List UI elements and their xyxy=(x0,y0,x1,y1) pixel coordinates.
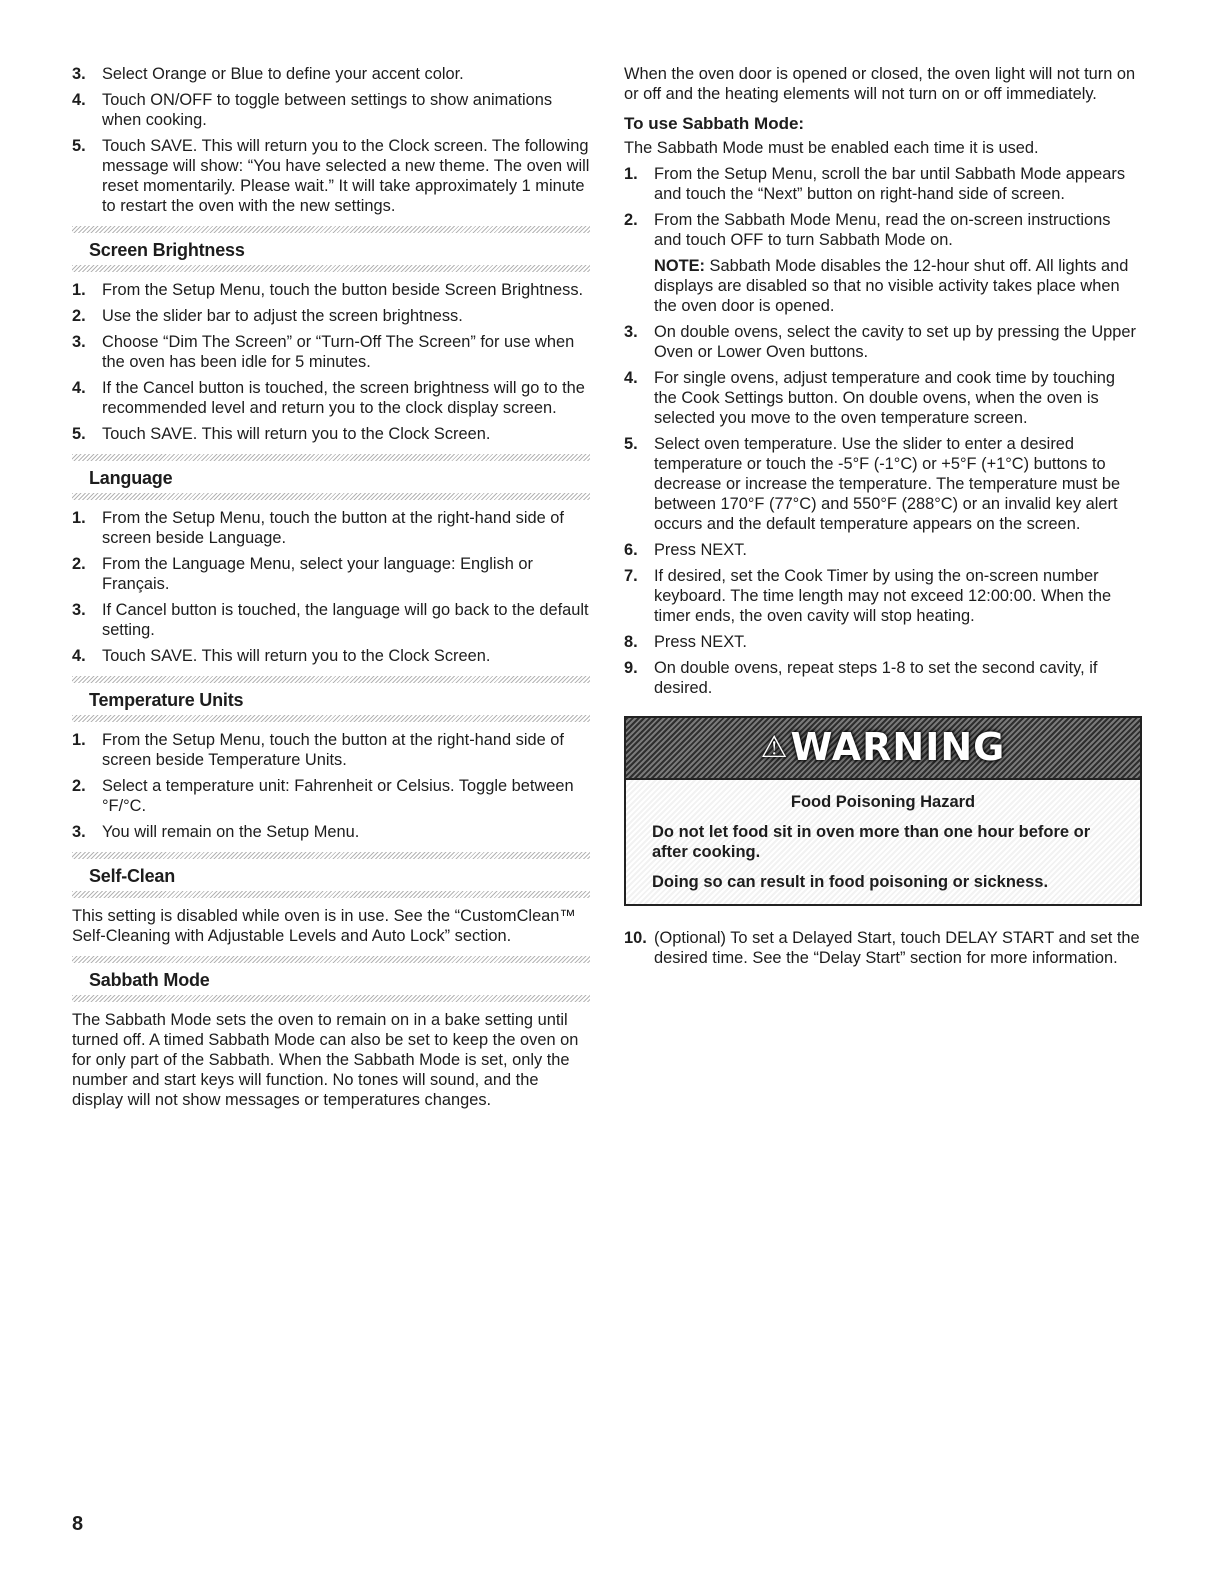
list-item xyxy=(624,928,1142,968)
page-number: 8 xyxy=(72,1513,84,1535)
left-column xyxy=(72,64,590,1116)
steps-list xyxy=(72,508,590,666)
sabbath-steps-list xyxy=(624,164,1142,698)
step-number: 7. xyxy=(624,567,638,585)
section-title: Language xyxy=(89,468,173,488)
section-body: This setting is disabled while oven is in use. See the “CustomClean™ Self-Cleaning with Adjustable Levels and Auto Lock” section. xyxy=(72,907,576,945)
list-item xyxy=(624,322,1142,362)
use-sabbath-heading: To use Sabbath Mode: xyxy=(624,114,805,133)
step-number: 2. xyxy=(72,777,86,795)
list-item xyxy=(72,508,590,548)
step-text: From the Setup Menu, touch the button at the right-hand side of screen beside Temperature Units. xyxy=(102,731,564,769)
list-item xyxy=(624,540,1142,560)
step-text: From the Language Menu, select your language: English or Français. xyxy=(102,555,533,593)
list-item xyxy=(72,332,590,372)
hatch-divider xyxy=(72,852,590,859)
list-item xyxy=(72,424,590,444)
step-number: 4. xyxy=(72,379,86,397)
step-text: Select Orange or Blue to define your accent color. xyxy=(102,65,464,83)
hatch-divider xyxy=(72,995,590,1002)
step-number: 3. xyxy=(72,65,86,83)
warning-body xyxy=(626,780,1140,904)
step-number: 1. xyxy=(72,731,86,749)
hatch-divider xyxy=(72,715,590,722)
right-column xyxy=(624,64,1142,974)
step-text: From the Setup Menu, touch the button at the right-hand side of screen beside Language. xyxy=(102,509,564,547)
hatch-divider xyxy=(72,226,590,233)
step-number: 2. xyxy=(72,307,86,325)
step-number: 1. xyxy=(624,165,638,183)
list-item xyxy=(72,280,590,300)
step-text: Select a temperature unit: Fahrenheit or Celsius. Toggle between °F/°C. xyxy=(102,777,574,815)
step-number: 4. xyxy=(72,647,86,665)
steps-list xyxy=(72,280,590,444)
step-number: 6. xyxy=(624,541,638,559)
section-header xyxy=(72,852,590,898)
use-sabbath-intro: The Sabbath Mode must be enabled each time it is used. xyxy=(624,139,1039,157)
step-text: You will remain on the Setup Menu. xyxy=(102,823,360,841)
section-body: The Sabbath Mode sets the oven to remain on in a bake setting until turned off. A timed Sabbath Mode can also be set to keep the oven on for only part of the Sabbath. When the Sabbath Mode is set, only the number and start keys will function. No tones will sound, and the display will not show messages or temperatures changes. xyxy=(72,1011,579,1109)
step-text: Touch SAVE. This will return you to the Clock screen. The following message will show: “You have selected a new theme. The oven will reset momentarily. Please wait.” It will take approximately 1 minute to restart the oven with the new settings. xyxy=(102,137,590,215)
step-text: From the Sabbath Mode Menu, read the on-screen instructions and touch OFF to turn Sabbath Mode on. xyxy=(654,211,1111,249)
note-paragraph xyxy=(654,256,1142,316)
screen-brightness-section xyxy=(72,226,590,444)
hatch-divider xyxy=(72,454,590,461)
step-number: 5. xyxy=(72,425,86,443)
section-header xyxy=(72,454,590,500)
list-item xyxy=(72,554,590,594)
step-number: 3. xyxy=(72,601,86,619)
step-text: Press NEXT. xyxy=(654,541,747,559)
hatch-divider xyxy=(72,265,590,272)
step-text: For single ovens, adjust temperature and cook time by touching the Cook Settings button. On double ovens, when the oven is selected you move to the oven temperature screen. xyxy=(654,369,1116,427)
step-text: Select oven temperature. Use the slider to enter a desired temperature or touch the -5°F (-1°C) or +5°F (+1°C) buttons to decrease or increase the temperature. The temperature must be between 170°F (77°C) and 550°F (288°C) or an invalid key alert occurs and the default temperature appears on the screen. xyxy=(654,435,1121,533)
sabbath-mode-section xyxy=(72,956,590,1110)
section-header xyxy=(72,226,590,272)
step-number: 5. xyxy=(72,137,86,155)
list-item xyxy=(72,378,590,418)
step-text: Press NEXT. xyxy=(654,633,747,651)
section-header xyxy=(72,676,590,722)
warning-title-text: WARNING xyxy=(790,725,1006,769)
step-text: Choose “Dim The Screen” or “Turn-Off The Screen” for use when the oven has been idle for 5 minutes. xyxy=(102,333,575,371)
warning-title xyxy=(626,724,1140,771)
list-item xyxy=(72,730,590,770)
step-number: 9. xyxy=(624,659,638,677)
delayed-start-step xyxy=(624,928,1142,968)
list-item xyxy=(72,646,590,666)
section-title: Screen Brightness xyxy=(89,240,245,260)
section-title: Temperature Units xyxy=(89,690,244,710)
step-number: 4. xyxy=(624,369,638,387)
step-number: 4. xyxy=(72,91,86,109)
step-number: 1. xyxy=(72,509,86,527)
theme-steps-list xyxy=(72,64,590,216)
note-label: NOTE: xyxy=(654,257,705,275)
language-section xyxy=(72,454,590,666)
warning-line: Doing so can result in food poisoning or sickness. xyxy=(652,873,1049,891)
section-title: Self-Clean xyxy=(89,866,176,886)
list-item xyxy=(624,632,1142,652)
section-header xyxy=(72,956,590,1002)
step-text: From the Setup Menu, scroll the bar until Sabbath Mode appears and touch the “Next” button on right-hand side of screen. xyxy=(654,165,1126,203)
warning-banner xyxy=(626,718,1140,780)
step-text: From the Setup Menu, touch the button beside Screen Brightness. xyxy=(102,281,584,299)
temperature-units-section xyxy=(72,676,590,842)
step-text: On double ovens, select the cavity to set up by pressing the Upper Oven or Lower Oven buttons. xyxy=(654,323,1136,361)
list-item xyxy=(624,566,1142,626)
warning-line: Do not let food sit in oven more than one hour before or after cooking. xyxy=(652,823,1091,861)
list-item xyxy=(72,90,590,130)
list-item xyxy=(72,600,590,640)
hatch-divider xyxy=(72,891,590,898)
list-item xyxy=(624,658,1142,698)
list-item xyxy=(72,136,590,216)
step-text: Touch SAVE. This will return you to the Clock Screen. xyxy=(102,647,491,665)
list-item xyxy=(624,164,1142,204)
step-text: If the Cancel button is touched, the screen brightness will go to the recommended level and return you to the clock display screen. xyxy=(102,379,585,417)
sabbath-intro-paragraph: When the oven door is opened or closed, the oven light will not turn on or off and the heating elements will not turn on or off immediately. xyxy=(624,65,1136,103)
warning-triangle-icon: ⚠ xyxy=(760,730,789,765)
step-text: Use the slider bar to adjust the screen brightness. xyxy=(102,307,463,325)
step-number: 3. xyxy=(72,823,86,841)
list-item xyxy=(624,434,1142,534)
section-title: Sabbath Mode xyxy=(89,970,210,990)
step-number: 8. xyxy=(624,633,638,651)
step-text: On double ovens, repeat steps 1-8 to set the second cavity, if desired. xyxy=(654,659,1098,697)
step-number: 3. xyxy=(624,323,638,341)
warning-box xyxy=(624,716,1142,906)
warning-subtitle: Food Poisoning Hazard xyxy=(790,793,976,811)
list-item xyxy=(72,64,590,84)
step-number: 5. xyxy=(624,435,638,453)
step-number: 1. xyxy=(72,281,86,299)
step-number: 3. xyxy=(72,333,86,351)
step-number: 10. xyxy=(624,929,647,947)
step-text: Touch SAVE. This will return you to the Clock Screen. xyxy=(102,425,491,443)
step-text: If Cancel button is touched, the language will go back to the default setting. xyxy=(102,601,589,639)
list-item xyxy=(72,822,590,842)
step-number: 2. xyxy=(72,555,86,573)
step-text: Touch ON/OFF to toggle between settings to show animations when cooking. xyxy=(102,91,553,129)
list-item xyxy=(624,210,1142,316)
steps-list xyxy=(72,730,590,842)
step-number: 2. xyxy=(624,211,638,229)
hatch-divider xyxy=(72,676,590,683)
note-text: Sabbath Mode disables the 12-hour shut off. All lights and displays are disabled so that no visible activity takes place when the oven door is opened. xyxy=(654,257,1129,315)
hatch-divider xyxy=(72,956,590,963)
self-clean-section xyxy=(72,852,590,946)
list-item xyxy=(72,306,590,326)
hatch-divider xyxy=(72,493,590,500)
list-item xyxy=(72,776,590,816)
step-text: (Optional) To set a Delayed Start, touch DELAY START and set the desired time. See the “Delay Start” section for more information. xyxy=(654,929,1140,967)
step-text: If desired, set the Cook Timer by using the on-screen number keyboard. The time length may not exceed 12:00:00. When the timer ends, the oven cavity will stop heating. xyxy=(654,567,1112,625)
list-item xyxy=(624,368,1142,428)
